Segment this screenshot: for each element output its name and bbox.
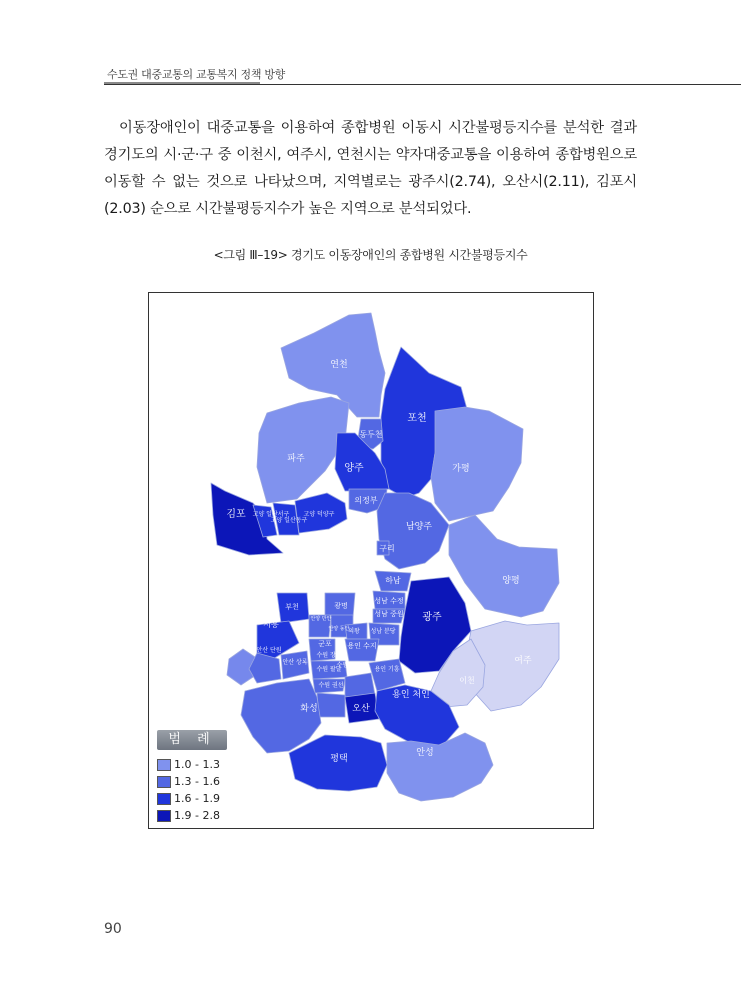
body-paragraph: 이동장애인이 대중교통을 이용하여 종합병원 이동시 시간불평등지수를 분석한 결과 경기도의 시·군·구 중 이천시, 여주시, 연천시는 약자대중교통을 이용하여 종합병원으로 이동할 수 없는 것으로 나타났으며, 지역별로는 광주시(2.74), 오산시(2.11), 김포시(2.03) 순으로 시간불평등지수가 높은 지역으로 분석되었다.: [104, 120, 637, 217]
header-rule: [104, 84, 741, 85]
region-label: 수원 권선: [318, 682, 344, 689]
region-label: 구리: [379, 544, 395, 553]
region-label: 안양 동안: [328, 626, 350, 632]
region-label: 동두천: [359, 430, 383, 439]
legend-title: 범 례: [157, 730, 227, 750]
region-label: 광명: [334, 602, 348, 610]
region-label: 의정부: [354, 496, 378, 505]
region-label: 수원 장안: [316, 652, 342, 659]
region-label: 수원 영통: [336, 662, 362, 669]
region-14: [449, 515, 559, 617]
legend-label: 1.9 - 2.8: [174, 809, 220, 822]
region-label: 안양 만안: [310, 616, 332, 622]
legend-item: [157, 773, 237, 790]
region-label: 안산 상록: [282, 659, 308, 666]
running-header: 수도권 대중교통의 교통복지 정책 방향: [107, 68, 286, 81]
region-label: 군포: [318, 640, 332, 648]
region-label: 가평: [452, 464, 470, 474]
legend-item: [157, 807, 237, 824]
region-label: 부천: [285, 603, 299, 611]
region-label: 여주: [514, 656, 532, 666]
region-label: 수원 팔달: [316, 666, 342, 673]
legend-swatch: [157, 776, 171, 788]
region-label: 시흥: [263, 620, 279, 629]
region-label: 평택: [330, 754, 348, 764]
region-5: [431, 407, 523, 521]
region-label: 남양주: [405, 522, 433, 532]
figure-caption: <그림 Ⅲ–19> 경기도 이동장애인의 종합병원 시간불평등지수: [213, 248, 528, 262]
region-label: 고양 일산동구: [270, 517, 308, 524]
legend-label: 1.6 - 1.9: [174, 792, 220, 805]
region-label: 고양 덕양구: [303, 511, 335, 518]
region-label: 성남 분당: [370, 628, 396, 635]
region-label: 김포: [226, 509, 246, 520]
region-label: 하남: [385, 576, 401, 585]
region-label: 연천: [330, 360, 348, 370]
region-label: 포천: [407, 413, 427, 424]
region-label: 성남 수정: [374, 597, 404, 605]
region-label: 광주: [422, 612, 442, 623]
legend-items: [157, 756, 237, 824]
region-label: 용인 기흥: [374, 666, 400, 673]
legend-item: [157, 756, 237, 773]
page-number: 90: [104, 921, 122, 937]
region-3: [257, 397, 349, 503]
region-label: 오산: [352, 704, 370, 714]
region-label: 안성: [416, 748, 434, 758]
legend-item: [157, 790, 237, 807]
region-32: [317, 693, 345, 717]
region-label: 이천: [459, 676, 475, 685]
region-label: 화성: [300, 704, 318, 714]
region-label: 용인 수지: [347, 642, 377, 650]
legend-label: 1.0 - 1.3: [174, 758, 220, 771]
region-label: 양주: [344, 463, 364, 474]
region-label: 파주: [287, 454, 305, 464]
legend-label: 1.3 - 1.6: [174, 775, 220, 788]
legend-swatch: [157, 793, 171, 805]
legend-swatch: [157, 759, 171, 771]
legend-swatch: [157, 810, 171, 822]
region-label: 의왕: [348, 628, 360, 635]
region-label: 용인 처인: [392, 690, 430, 700]
region-label: 성남 중원: [374, 610, 404, 618]
figure-map: [148, 292, 594, 829]
region-label: 안산 단원: [256, 647, 282, 654]
map-legend: [157, 730, 237, 824]
region-label: 양평: [502, 576, 520, 586]
region-label: 고양 일산서구: [252, 511, 290, 518]
body-paragraph-block: [104, 115, 637, 223]
region-36: [241, 679, 321, 753]
